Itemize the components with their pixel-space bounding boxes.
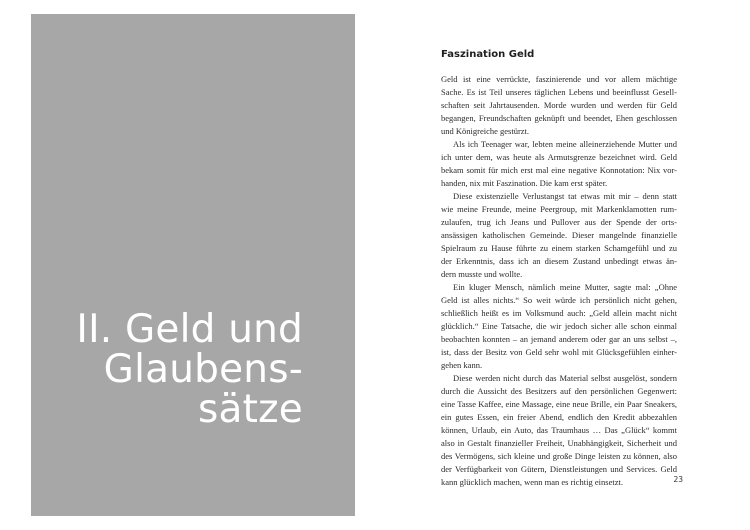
chapter-opener-panel xyxy=(31,14,355,516)
text-line: Diese werden nicht durch das Material selbst ausgelöst, sondern xyxy=(453,373,677,383)
text-line: Geld ist alles nichts.“ So weit würde ich persönlich nicht gehen, xyxy=(441,295,677,305)
text-line: der Erkenntnis, dass ich an diesem Zustand unbedingt etwas än- xyxy=(441,256,677,266)
text-line: kann glücklich machen, wenn man es richtig einsetzt. xyxy=(441,477,623,487)
text-line: Ein kluger Mensch, nämlich meine Mutter, sagte mal: „Ohne xyxy=(453,282,677,292)
text-line: durch die Aussicht des Besitzers auf den persönlichen Gegenwert: xyxy=(441,386,677,396)
text-line: gehen kann. xyxy=(441,360,483,370)
text-line: schaften seit Jahrtausenden. Morde wurden und werden für Geld xyxy=(441,100,677,110)
text-line: schließlich heißt es im Volksmund auch: „Geld allein macht nicht xyxy=(441,308,677,318)
text-line: der Verfügbarkeit von Gütern, Dienstleistungen und Services. Geld xyxy=(441,464,677,474)
text-line: dern musste und wollte. xyxy=(441,269,523,279)
text-line: bekam somit für mich erst mal eine negative Konnotation: Nix vor- xyxy=(441,165,677,175)
chapter-title xyxy=(43,307,303,432)
text-line: ist, dass der Besitz von Geld sehr wohl mit Glücksgefühlen einher- xyxy=(441,347,677,357)
text-line: Diese existenzielle Verlustangst tat etwas mit mir – denn statt xyxy=(453,191,677,201)
right-page xyxy=(375,0,750,530)
text-line: zulaufen, trug ich Jeans und Pullover aus der Spende der orts- xyxy=(441,217,677,227)
chapter-title-line: Glaubens- xyxy=(103,347,303,392)
text-line: eine Tasse Kaffee, eine Massage, eine neue Brille, ein Paar Sneakers, xyxy=(441,399,677,409)
text-line: Geld ist eine verrückte, faszinierende und vor allem mächtige xyxy=(441,74,677,84)
text-line: ich unter dem, was heute als Armutsgrenze bezeichnet wird. Geld xyxy=(441,152,677,162)
chapter-title-line: sätze xyxy=(198,387,303,432)
text-line: ansässigen katholischen Gemeinde. Dieser mangelnde finanzielle xyxy=(441,230,677,240)
text-line: Spielraum zu Hause führte zu einem starken Schamgefühl und zu xyxy=(441,243,677,253)
text-line: Als ich Teenager war, lebten meine alleinerziehende Mutter und xyxy=(453,139,677,149)
text-line: können, Urlaub, ein Auto, das Traumhaus … Das „Glück“ kommt xyxy=(441,425,677,435)
chapter-title-line: II. Geld und xyxy=(76,307,303,352)
text-line: begangen, Freundschaften geknüpft und beendet, Ehen geschlossen xyxy=(441,113,677,123)
text-line: wie meine Freunde, meine Peergroup, mit Markenklamotten rum- xyxy=(441,204,677,214)
section-heading: Faszination Geld xyxy=(441,49,535,60)
text-line: handen, nix mit Faszination. Die kam erst später. xyxy=(441,178,608,188)
body-text xyxy=(441,73,677,489)
page-number: 23 xyxy=(673,475,683,484)
text-line: des Vermögens, sich kleine und große Dinge leisten zu können, also xyxy=(441,451,677,461)
text-line: ein gutes Essen, ein freier Abend, endlich den Kredit abbezahlen xyxy=(441,412,677,422)
text-line: und Königreiche gestürzt. xyxy=(441,126,530,136)
text-line: Sache. Es ist Teil unseres täglichen Lebens und beeinflusst Gesell- xyxy=(441,87,677,97)
text-line: glücklich.“ Eine Tatsache, die wir jedoch sicher alle schon einmal xyxy=(441,321,677,331)
text-line: also in Gestalt finanzieller Freiheit, Unabhängigkeit, Sicherheit und xyxy=(441,438,677,448)
text-line: beobachten konnten – an jemand anderem oder gar an uns selbst –, xyxy=(441,334,677,344)
